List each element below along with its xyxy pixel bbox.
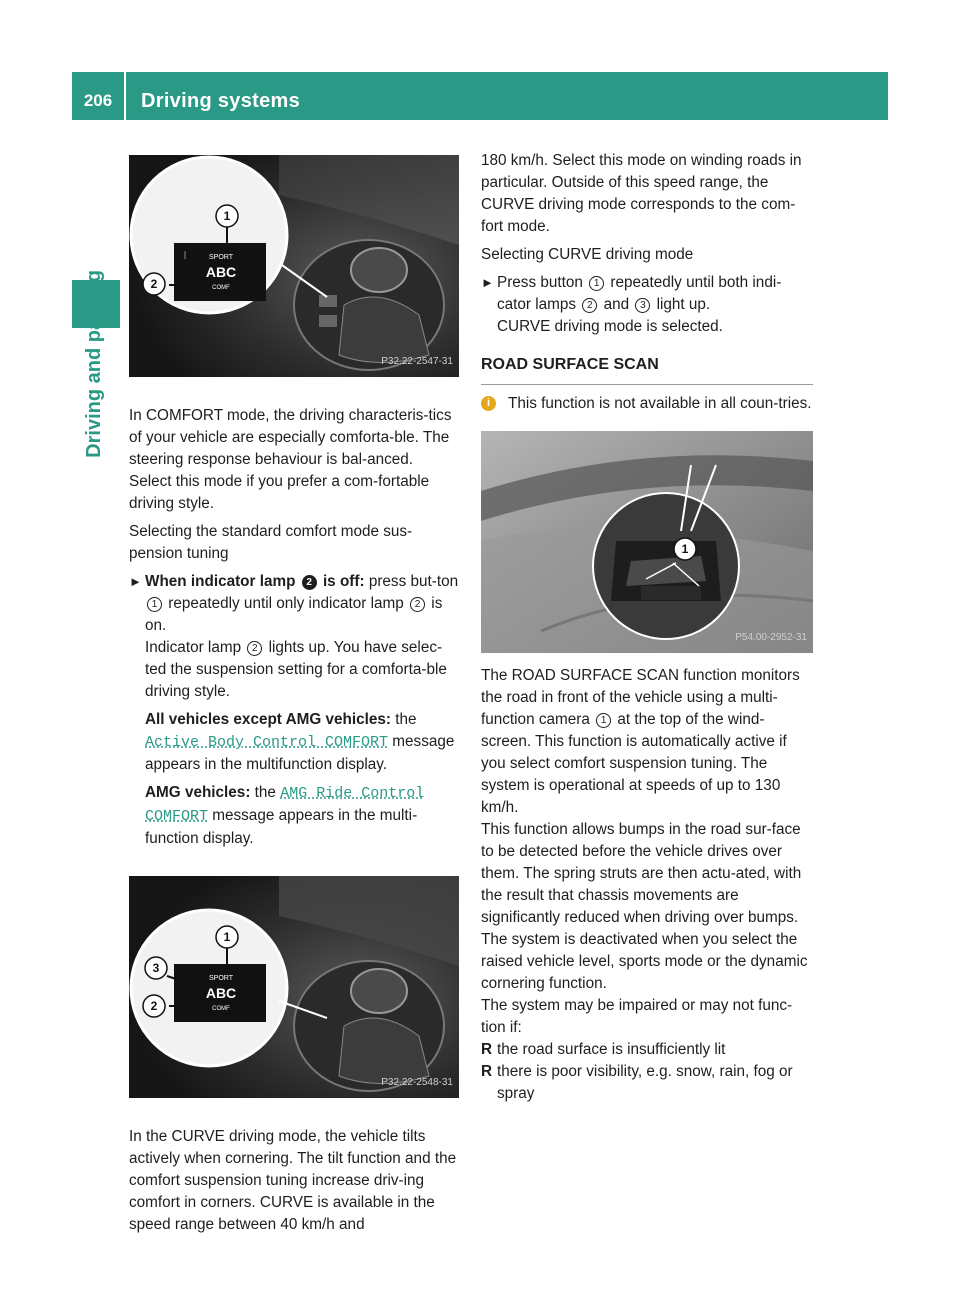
page-title: Driving systems: [141, 90, 301, 112]
callout-2: 2: [150, 999, 158, 1013]
figure-code: P54.00-2952-31: [735, 632, 807, 643]
circled-number-2: 2: [410, 597, 425, 612]
callout-1: 1: [223, 930, 231, 944]
circled-number-1: 1: [589, 276, 604, 291]
paragraph: The system is deactivated when you select the raised vehicle level, sports mode or the dynamic cornering function.: [481, 931, 808, 992]
figure-windscreen-camera: [481, 431, 813, 653]
callout-3: 3: [152, 961, 160, 975]
info-icon: i: [481, 396, 496, 411]
paragraph: The ROAD SURFACE SCAN function monitors the road in front of the vehicle using a multi-function camera 1 at the top of the wind-screen. This function is automatically active if you select comfort suspension tuning. The system is operational at speeds of up to 130 km/h.: [481, 667, 800, 816]
instruction-step: ► Press button 1 repeatedly until both indi-cator lamps 2 and 3 light up. CURVE driving mode is selected.: [481, 274, 782, 335]
callout-2: 2: [150, 277, 158, 291]
circled-number-3: 3: [635, 298, 650, 313]
paragraph: The system may be impaired or may not func-tion if:: [481, 997, 793, 1036]
callout-1: 1: [681, 542, 689, 556]
page-number: 206: [83, 91, 113, 110]
step-arrow-icon: ►: [129, 574, 142, 589]
right-column: [481, 150, 813, 1105]
left-column: [129, 150, 459, 1236]
circled-number-2: 2: [247, 641, 262, 656]
switch-label-abc: ABC: [205, 985, 237, 1001]
windscreen-illustration: [481, 431, 813, 653]
switch-label-comf: COMF: [212, 285, 230, 291]
display-message: AMG Ride Control COMFORT: [145, 785, 425, 825]
paragraph: Selecting CURVE driving mode: [481, 246, 694, 263]
circled-number-2: 2: [302, 575, 317, 590]
console-illustration: [129, 876, 459, 1098]
circled-number-1: 1: [147, 597, 162, 612]
switch-label-sport: SPORT: [209, 254, 233, 261]
list-item: R the road surface is insufficiently lit: [481, 1039, 813, 1061]
section-heading: ROAD SURFACE SCAN: [481, 354, 813, 385]
list-item: R there is poor visibility, e.g. snow, rain, fog or spray: [481, 1063, 793, 1102]
switch-label-abc: ABC: [205, 264, 237, 280]
figure-abc-switch-1: [129, 155, 459, 377]
bullet-r-icon: R: [481, 1041, 493, 1058]
figure-code: P32.22-2547-31: [381, 356, 453, 367]
paragraph: In COMFORT mode, the driving characteris-tics of your vehicle are especially comforta-ble. The steering response behaviour is bal-anced. Select this mode if you prefer a com-fortable driving style.: [129, 407, 452, 512]
paragraph: In the CURVE driving mode, the vehicle tilts actively when cornering. The tilt function and the comfort suspension tuning increase driv-ing comfort in corners. CURVE is available in the speed range between 40 km/h and: [129, 1128, 457, 1233]
circled-number-1: 1: [596, 713, 611, 728]
instruction-step: ► When indicator lamp 2 is off: press but-ton 1 repeatedly until only indicator lamp 2 is on. Indicator lamp 2 lights up. You have selec-ted the suspension setting for a comforta-ble driving style. All vehicles except AMG vehicles: the Active Body Control COMFORT message appears in the multifunction display. AMG vehicles: the AMG Ride Control COMFORT message appears in the multi-function display.: [129, 573, 459, 847]
paragraph: This function allows bumps in the road sur-face to be detected before the vehicle drives over them. The spring struts are then actu-ated, with the result that chassis movements are significantly reduced when driving over bumps.: [481, 821, 802, 926]
info-note: i This function is not available in all coun-tries.: [481, 393, 813, 415]
figure-abc-switch-2: [129, 876, 459, 1098]
console-illustration: [129, 155, 459, 377]
figure-code: P32.22-2548-31: [381, 1077, 453, 1088]
circled-number-2: 2: [582, 298, 597, 313]
callout-1: 1: [223, 209, 231, 223]
header-divider: [124, 72, 126, 120]
paragraph: Selecting the standard comfort mode sus-pension tuning: [129, 523, 413, 562]
switch-label-sport: SPORT: [209, 975, 233, 982]
step-arrow-icon: ►: [481, 275, 494, 290]
side-tab-label: Driving and parking: [83, 270, 105, 458]
paragraph: 180 km/h. Select this mode on winding roads in particular. Outside of this speed range, the CURVE driving mode corresponds to the com-fort mode.: [481, 152, 802, 235]
bullet-r-icon: R: [481, 1063, 493, 1080]
switch-label-comf: COMF: [212, 1006, 230, 1012]
display-message: Active Body Control COMFORT: [145, 734, 389, 751]
